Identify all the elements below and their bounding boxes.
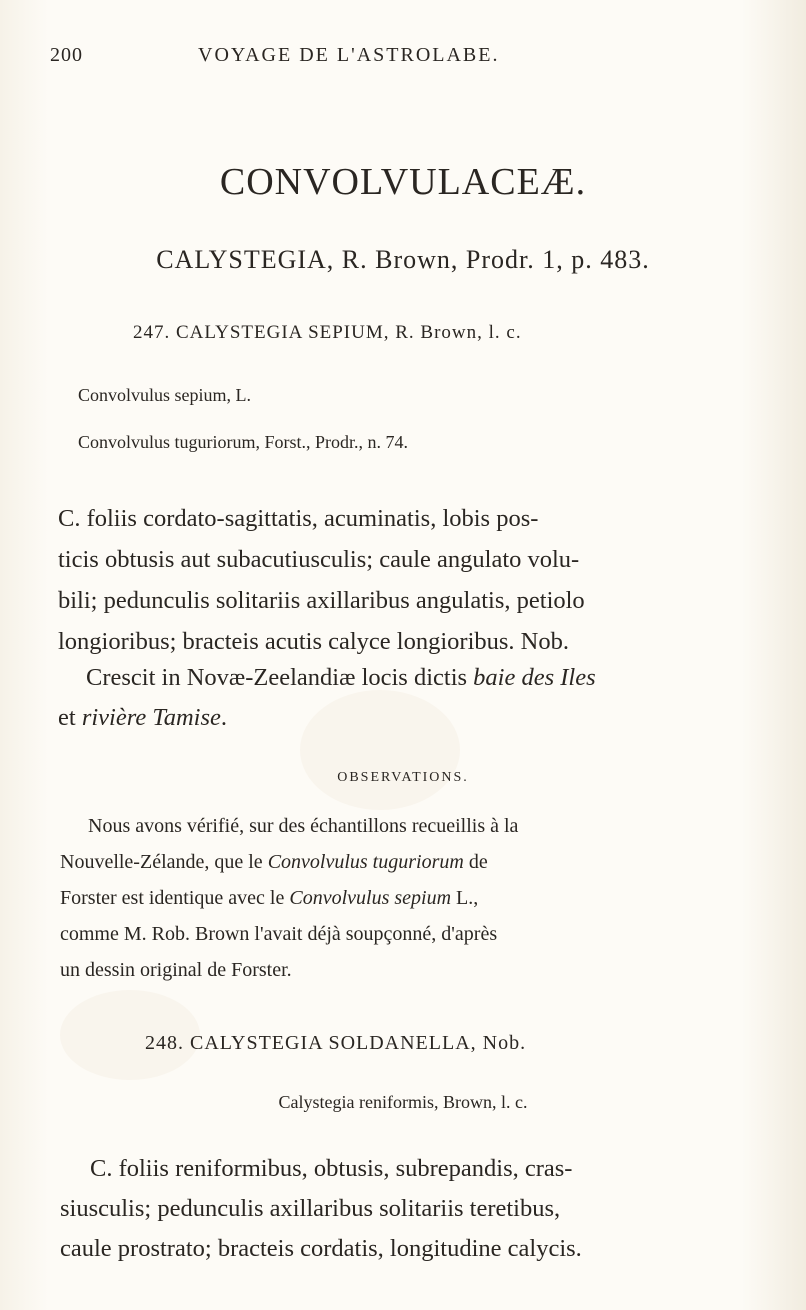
habitat-line	[86, 664, 596, 692]
habitat-text: Crescit in Novæ-Zeelandiæ locis dictis	[86, 664, 474, 691]
observation-text: L.,	[451, 887, 479, 909]
habitat-line	[58, 704, 227, 732]
taxon-name: Convolvulus sepium	[289, 887, 452, 909]
genus-heading: CALYSTEGIA, R. Brown, Prodr. 1, p. 483.	[156, 245, 650, 274]
running-header	[50, 44, 590, 74]
habitat-text: .	[220, 704, 227, 731]
observations-heading: OBSERVATIONS.	[337, 770, 469, 785]
family-title: CONVOLVULACEÆ.	[219, 161, 587, 203]
observation-line: un dessin original de Forster.	[60, 959, 292, 981]
page-number: 200	[50, 44, 83, 66]
observation-line	[60, 887, 478, 910]
description-line: bili; pedunculis solitariis axillaribus angulatis, petiolo	[58, 587, 585, 614]
observation-line	[60, 851, 488, 874]
description-line: siusculis; pedunculis axillaribus solitariis teretibus,	[60, 1195, 561, 1222]
description-line: longioribus; bracteis acutis calyce longioribus. Nob.	[58, 628, 569, 655]
description-line: caule prostrato; bracteis cordatis, longitudine calycis.	[60, 1235, 582, 1262]
observation-line: Nous avons vérifié, sur des échantillons recueillis à la	[88, 815, 519, 837]
observation-text: Forster est identique avec le	[60, 887, 290, 909]
synonym-line: Convolvulus sepium, L.	[78, 385, 252, 405]
synonym-line: Calystegia reniformis, Brown, l. c.	[278, 1092, 528, 1112]
habitat-locality: baie des Iles	[473, 664, 596, 691]
observation-text: Nouvelle-Zélande, que le	[60, 851, 268, 873]
habitat-locality: rivière Tamise	[81, 704, 221, 731]
synonym-line: Convolvulus tuguriorum, Forst., Prodr., n. 74.	[78, 432, 409, 452]
species-248-heading: 248. CALYSTEGIA SOLDANELLA, Nob.	[145, 1032, 527, 1054]
habitat-text: et	[58, 704, 82, 731]
species-247-heading: 247. CALYSTEGIA SEPIUM, R. Brown, l. c.	[133, 322, 522, 343]
taxon-name: Convolvulus tuguriorum	[267, 851, 464, 873]
description-line: C. foliis cordato-sagittatis, acuminatis, lobis pos-	[58, 505, 539, 532]
running-title: VOYAGE DE L'ASTROLABE.	[198, 44, 500, 66]
description-line: ticis obtusis aut subacutiusculis; caule angulato volu-	[58, 546, 580, 573]
observation-text: de	[463, 851, 488, 873]
description-line: C. foliis reniformibus, obtusis, subrepandis, cras-	[90, 1155, 573, 1182]
observation-line: comme M. Rob. Brown l'avait déjà soupçonné, d'après	[60, 923, 498, 945]
paper-stain	[300, 690, 460, 810]
